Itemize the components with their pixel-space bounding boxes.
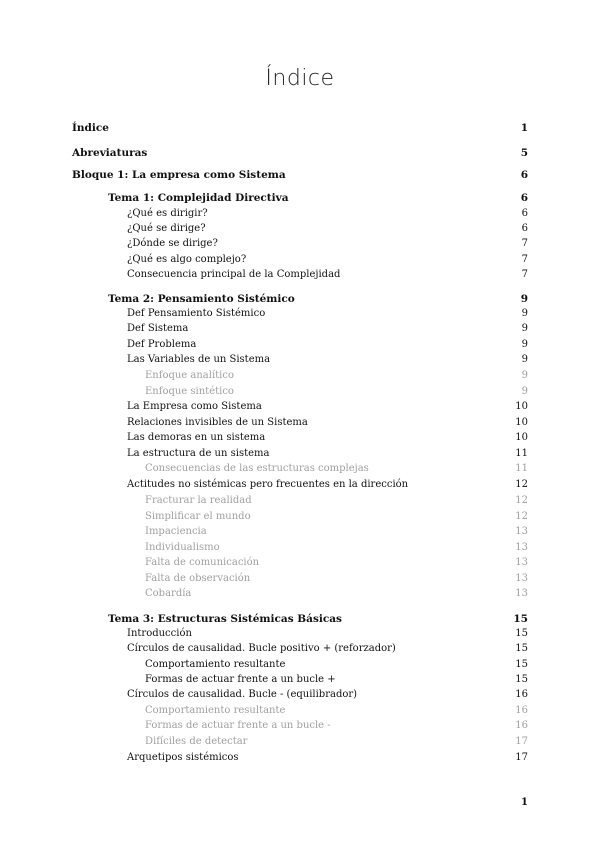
toc-entry-label: Abreviaturas: [72, 147, 148, 159]
toc-entry[interactable]: [145, 384, 528, 400]
toc-entry-page: 12: [515, 495, 528, 506]
page-number: 1: [521, 797, 528, 808]
toc-entry-page: 15: [515, 659, 528, 670]
toc-entry-page: 13: [515, 557, 528, 568]
toc-entry-page: 1: [520, 122, 528, 134]
toc-entry[interactable]: [127, 206, 528, 222]
toc-entry[interactable]: [145, 718, 528, 734]
toc-entry[interactable]: [127, 267, 528, 283]
toc-entry-page: 15: [515, 628, 528, 639]
toc-entry-page: 7: [521, 238, 528, 249]
toc-entry[interactable]: [127, 252, 528, 268]
toc-entry[interactable]: [145, 657, 528, 673]
toc-entry-page: 16: [515, 689, 528, 700]
toc-entry-label: Falta de observación: [145, 573, 251, 584]
page-title: Índice: [265, 66, 335, 91]
toc-entry[interactable]: [127, 306, 528, 322]
toc-entry-page: 12: [515, 479, 528, 490]
toc-entry[interactable]: [145, 540, 528, 556]
toc-entry[interactable]: [145, 461, 528, 477]
toc-entry-label: Arquetipos sistémicos: [127, 752, 239, 763]
toc-entry-label: Def Pensamiento Sistémico: [127, 308, 266, 319]
toc-entry[interactable]: [72, 167, 528, 183]
toc-entry[interactable]: [108, 190, 528, 206]
toc-entry-label: Círculos de causalidad. Bucle - (equilibrador): [127, 689, 358, 700]
toc-entry[interactable]: [108, 611, 528, 627]
toc-entry[interactable]: [127, 641, 528, 657]
toc-entry[interactable]: [145, 703, 528, 719]
toc-entry-label: Formas de actuar frente a un bucle +: [145, 674, 336, 685]
toc-entry-page: 16: [515, 720, 528, 731]
toc-entry-label: Círculos de causalidad. Bucle positivo + (reforzador): [127, 643, 396, 654]
toc-entry-page: 16: [515, 705, 528, 716]
toc-entry-page: 11: [515, 463, 528, 474]
toc-entry[interactable]: [145, 493, 528, 509]
toc-entry-label: ¿Dónde se dirige?: [127, 238, 218, 249]
toc-entry[interactable]: [145, 734, 528, 750]
toc-entry[interactable]: [127, 321, 528, 337]
toc-entry-label: Individualismo: [145, 542, 220, 553]
toc-entry-label: Bloque 1: La empresa como Sistema: [72, 169, 286, 181]
toc-entry[interactable]: [145, 555, 528, 571]
toc-entry-page: 12: [515, 511, 528, 522]
toc-entry-label: Formas de actuar frente a un bucle -: [145, 720, 331, 731]
toc-entry-page: 15: [515, 674, 528, 685]
toc-entry[interactable]: [127, 415, 528, 431]
toc-entry-label: Consecuencias de las estructuras complejas: [145, 463, 369, 474]
toc-entry-page: 15: [515, 643, 528, 654]
toc-entry[interactable]: [145, 524, 528, 540]
toc-entry-page: 9: [521, 386, 528, 397]
toc-entry-page: 11: [515, 448, 528, 459]
toc-entry-label: Introducción: [127, 628, 192, 639]
toc-entry-page: 10: [515, 401, 528, 412]
toc-entry[interactable]: [145, 368, 528, 384]
toc-entry-page: 7: [521, 254, 528, 265]
toc-entry-page: 17: [515, 752, 528, 763]
toc-entry-label: Índice: [72, 122, 109, 134]
toc-entry-page: 10: [515, 417, 528, 428]
toc-entry-page: 9: [520, 293, 528, 305]
toc-entry[interactable]: [127, 477, 528, 493]
toc-entry-label: Cobardía: [145, 588, 192, 599]
toc-entry-label: La estructura de un sistema: [127, 448, 270, 459]
toc-entry-page: 6: [521, 208, 528, 219]
toc-entry-page: 9: [521, 339, 528, 350]
toc-entry-page: 6: [520, 169, 528, 181]
toc-entry-label: Comportamiento resultante: [145, 659, 286, 670]
toc-entry-label: Simplificar el mundo: [145, 511, 251, 522]
toc-entry-page: 17: [515, 736, 528, 747]
toc-entry-label: Enfoque analítico: [145, 370, 234, 381]
toc-entry-label: Consecuencia principal de la Complejidad: [127, 269, 341, 280]
toc-entry[interactable]: [127, 750, 528, 766]
toc-entry[interactable]: [72, 145, 528, 161]
toc-entry-label: Comportamiento resultante: [145, 705, 286, 716]
toc-entry-label: ¿Qué es algo complejo?: [127, 254, 247, 265]
toc-entry-label: Impaciencia: [145, 526, 207, 537]
toc-entry-label: Def Problema: [127, 339, 197, 350]
toc-entry-label: ¿Qué se dirige?: [127, 223, 206, 234]
toc-entry[interactable]: [127, 352, 528, 368]
toc-entry-label: Tema 3: Estructuras Sistémicas Básicas: [108, 613, 342, 625]
toc-entry[interactable]: [127, 337, 528, 353]
toc-entry[interactable]: [145, 586, 528, 602]
toc-entry-label: Relaciones invisibles de un Sistema: [127, 417, 308, 428]
toc-entry-page: 6: [520, 192, 528, 204]
toc-entry-page: 13: [515, 573, 528, 584]
toc-entry[interactable]: [127, 399, 528, 415]
toc-entry[interactable]: [145, 571, 528, 587]
toc-entry-page: 9: [521, 370, 528, 381]
toc-entry-page: 13: [515, 526, 528, 537]
toc-entry[interactable]: [145, 509, 528, 525]
toc-entry-page: 9: [521, 308, 528, 319]
toc-entry-label: Falta de comunicación: [145, 557, 260, 568]
toc-entry-page: 9: [521, 323, 528, 334]
toc-entry[interactable]: [127, 626, 528, 642]
toc-entry[interactable]: [108, 291, 528, 307]
toc-entry[interactable]: [127, 221, 528, 237]
toc-entry-label: Actitudes no sistémicas pero frecuentes en la dirección: [127, 479, 409, 490]
toc-entry-page: 15: [513, 613, 528, 625]
toc-entry-page: 10: [515, 432, 528, 443]
toc-entry-label: ¿Qué es dirigir?: [127, 208, 208, 219]
toc-entry-label: Tema 1: Complejidad Directiva: [108, 192, 289, 204]
toc-entry-label: Difíciles de detectar: [145, 736, 248, 747]
toc-entry-label: Fracturar la realidad: [145, 495, 252, 506]
toc-entry-label: La Empresa como Sistema: [127, 401, 262, 412]
toc-entry-label: Las Variables de un Sistema: [127, 354, 271, 365]
toc-entry[interactable]: [72, 120, 528, 136]
toc-entry[interactable]: [145, 672, 528, 688]
toc-entry-page: 13: [515, 542, 528, 553]
toc-entry-page: 6: [521, 223, 528, 234]
toc-entry-page: 7: [521, 269, 528, 280]
toc-entry[interactable]: [127, 430, 528, 446]
toc-entry-label: Def Sistema: [127, 323, 189, 334]
toc-entry-label: Las demoras en un sistema: [127, 432, 266, 443]
toc-entry-label: Tema 2: Pensamiento Sistémico: [108, 293, 295, 305]
toc-entry[interactable]: [127, 687, 528, 703]
toc-entry[interactable]: [127, 236, 528, 252]
toc-entry-page: 13: [515, 588, 528, 599]
toc-entry-page: 5: [520, 147, 528, 159]
toc-entry-label: Enfoque sintético: [145, 386, 234, 397]
toc-entry-page: 9: [521, 354, 528, 365]
toc-entry[interactable]: [127, 446, 528, 462]
